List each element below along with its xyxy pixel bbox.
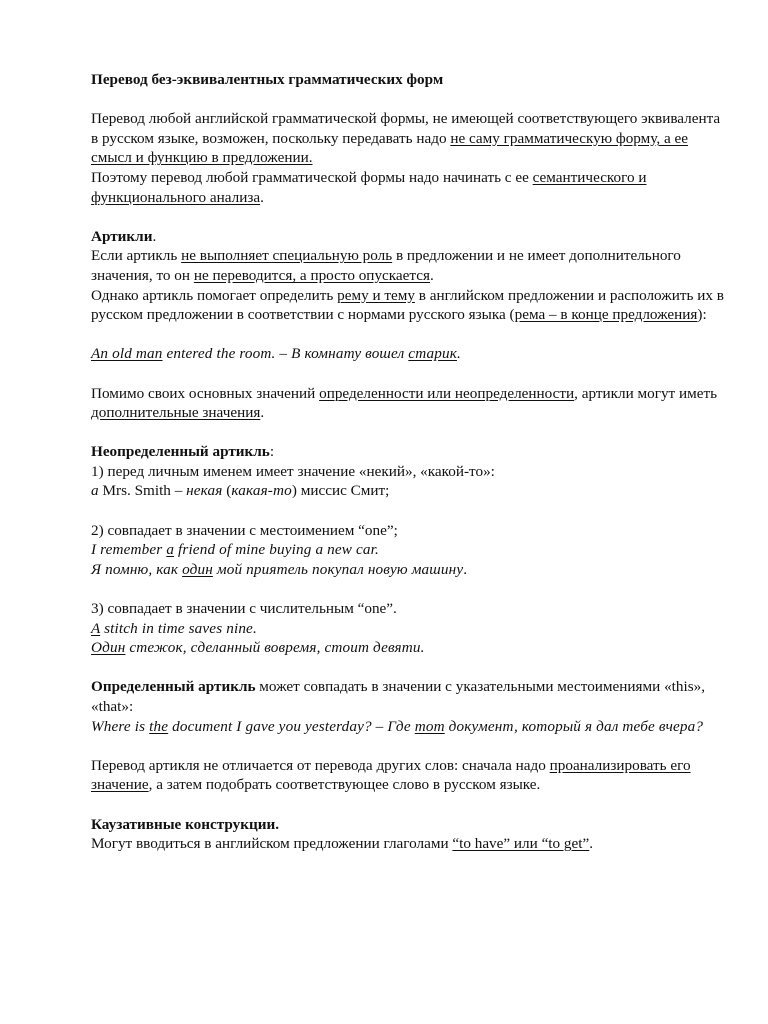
definite-article-paragraph: Определенный артикль может совпадать в значении с указательными местоимениями «this», «that»: [91,678,705,715]
indefinite-item-1-example: a Mrs. Smith – некая (какая-то) миссис Смит; [91,482,390,500]
articles-example: An old man entered the room. – В комнату вошел старик. [91,345,461,363]
articles-meanings-sentence: Помимо своих основных значений определенности или неопределенности, артикли могут иметь дополнительные значения. [91,384,718,422]
intro-paragraph-1: Перевод любой английской грамматической формы, не имеющей соответствующего эквивалента в русском языке, возможен, поскольку передавать надо не саму грамматическую форму, а ее смысл и функцию в предложении. [91,110,721,167]
causative-heading: Каузативные конструкции. [91,815,280,833]
definite-article-example: Where is the document I gave you yesterday? – Где тот документ, который я дал тебе вчера? [91,717,704,735]
indefinite-article-heading: Неопределенный артикль: [91,443,275,461]
causative-paragraph: Могут вводиться в английском предложении глаголами “to have” или “to get”. [91,835,594,853]
articles-heading: Артикли. [91,227,157,245]
document-page [91,70,731,854]
indefinite-item-2: 2) совпадает в значении с местоимением “one”; [91,521,398,539]
indefinite-item-3: 3) совпадает в значении с числительным “one”. [91,600,397,618]
articles-sentence-2: Однако артикль помогает определить рему и тему в английском предложении и расположить их в русском предложении в соответствии с нормами русского языка (рема – в конце предложения): [91,286,724,324]
indefinite-item-2-example-ru: Я помню, как один мой приятель покупал новую машину. [91,560,468,578]
articles-sentence-1: Если артикль не выполняет специальную роль в предложении и не имеет дополнительного значения, то он не переводится, а просто опускается. [91,247,681,284]
indefinite-item-2-example-en: I remember a friend of mine buying a new car. [91,541,379,559]
document-title: Перевод без-эквивалентных грамматических форм [91,71,444,88]
indefinite-item-3-example-en: A stitch in time saves nine. [91,619,257,637]
intro-paragraph-2: Поэтому перевод любой грамматической формы надо начинать с ее семантического и функционального анализа. [91,168,647,206]
indefinite-item-3-example-ru: Один стежок, сделанный вовремя, стоит девяти. [91,639,425,657]
indefinite-item-1: 1) перед личным именем имеет значение «некий», «какой-то»: [91,462,495,480]
summary-paragraph: Перевод артикля не отличается от перевода других слов: сначала надо проанализировать его значение, а затем подобрать соответствующее слово в русском языке. [91,756,691,794]
